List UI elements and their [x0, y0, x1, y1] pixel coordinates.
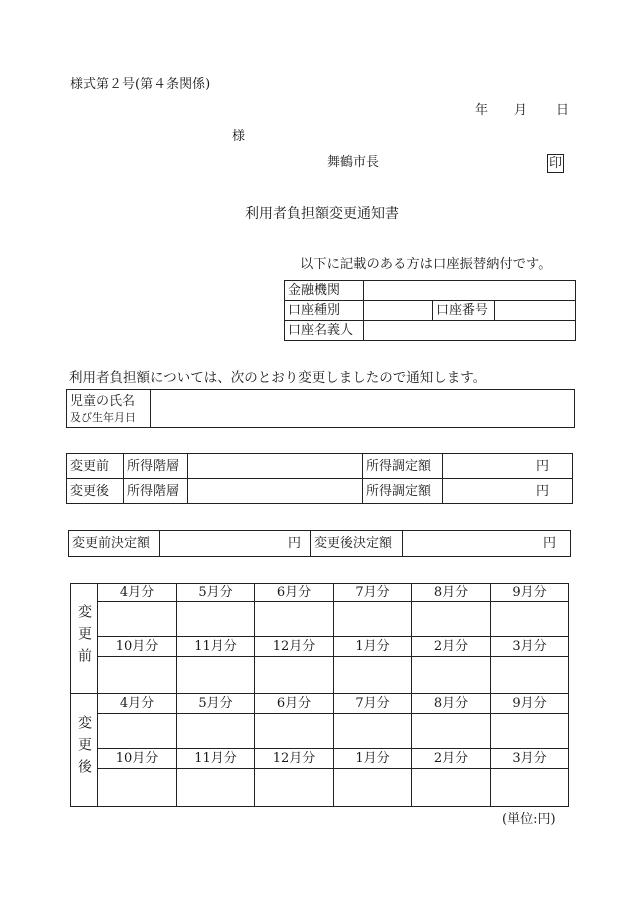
month-value-cell [98, 769, 177, 807]
month-value-cell [491, 602, 569, 637]
income-table [66, 453, 573, 504]
bank-note: 以下に記載のある方は口座振替納付です。 [300, 257, 552, 272]
monthly-before-status-cell [71, 584, 98, 694]
date-month-label: 月 [514, 103, 528, 118]
month-value-cell [491, 769, 569, 807]
income-row-before [67, 454, 573, 479]
bank-row-holder [285, 321, 576, 341]
income-status: 変更後 [67, 479, 124, 504]
institution-label: 金融機関 [285, 281, 364, 301]
account-holder-value [364, 321, 576, 341]
month-label: 12月分 [255, 637, 334, 657]
month-label: 3月分 [491, 749, 569, 769]
monthly-before-value-row-2 [71, 657, 569, 694]
income-row-after [67, 479, 573, 504]
income-amount-unit: 円 [443, 479, 573, 504]
decision-table [68, 530, 571, 557]
child-table [66, 389, 575, 428]
account-number-label: 口座番号 [433, 301, 495, 321]
decision-before-label: 変更前決定額 [69, 531, 160, 557]
month-value-cell [255, 769, 334, 807]
month-label: 8月分 [412, 584, 491, 602]
monthly-after-header-row-2 [71, 749, 569, 769]
month-value-cell [255, 602, 334, 637]
month-label: 4月分 [98, 584, 177, 602]
decision-before-unit: 円 [160, 531, 311, 557]
income-bracket-label: 所得階層 [124, 454, 188, 479]
month-label: 8月分 [412, 694, 491, 714]
bank-account-table [284, 280, 576, 341]
bank-row-account [285, 301, 576, 321]
month-label: 1月分 [334, 637, 412, 657]
date-year-label: 年 [475, 103, 489, 118]
month-value-cell [177, 769, 255, 807]
month-value-cell [98, 602, 177, 637]
child-birthdate-label: 及び生年月日 [70, 410, 136, 424]
decision-after-unit: 円 [403, 531, 571, 557]
income-bracket-value [188, 454, 363, 479]
monthly-after-value-row-1 [71, 714, 569, 749]
month-value-cell [412, 769, 491, 807]
bank-row-institution [285, 281, 576, 301]
month-label: 6月分 [255, 694, 334, 714]
month-value-cell [255, 714, 334, 749]
issuer-name: 舞鶴市長 [327, 155, 380, 170]
unit-note: (単位:円) [502, 812, 556, 827]
month-value-cell [412, 657, 491, 694]
month-label: 12月分 [255, 749, 334, 769]
form-number: 様式第２号(第４条関係) [70, 77, 211, 92]
income-amount-label: 所得調定額 [363, 454, 443, 479]
child-label-cell [67, 390, 151, 428]
income-bracket-label: 所得階層 [124, 479, 188, 504]
monthly-before-header-row-1 [71, 584, 569, 602]
month-value-cell [334, 769, 412, 807]
month-value-cell [177, 602, 255, 637]
month-label: 5月分 [177, 694, 255, 714]
month-value-cell [98, 714, 177, 749]
seal-mark: 印 [548, 156, 562, 171]
month-value-cell [334, 714, 412, 749]
month-label: 2月分 [412, 637, 491, 657]
month-value-cell [491, 714, 569, 749]
month-value-cell [491, 657, 569, 694]
monthly-before-header-row-2 [71, 637, 569, 657]
addressee-suffix: 様 [232, 129, 246, 144]
decision-after-label: 変更後決定額 [311, 531, 403, 557]
month-value-cell [98, 657, 177, 694]
month-label: 10月分 [98, 637, 177, 657]
income-bracket-value [188, 479, 363, 504]
month-value-cell [334, 657, 412, 694]
account-number-value [495, 301, 576, 321]
monthly-before-value-row-1 [71, 602, 569, 637]
monthly-after-value-row-2 [71, 769, 569, 807]
child-value-cell [151, 390, 575, 428]
monthly-after-header-row-1 [71, 694, 569, 714]
monthly-after-status: 変更後 [76, 715, 92, 781]
notice-text: 利用者負担額については、次のとおり変更しましたので通知します。 [69, 370, 487, 386]
decision-row [69, 531, 571, 557]
month-label: 11月分 [177, 637, 255, 657]
income-status: 変更前 [67, 454, 124, 479]
month-label: 2月分 [412, 749, 491, 769]
month-label: 1月分 [334, 749, 412, 769]
account-holder-label: 口座名義人 [285, 321, 364, 341]
monthly-table [70, 583, 569, 807]
month-label: 10月分 [98, 749, 177, 769]
month-label: 11月分 [177, 749, 255, 769]
monthly-after-status-cell [71, 694, 98, 807]
month-value-cell [255, 657, 334, 694]
month-value-cell [177, 714, 255, 749]
month-label: 6月分 [255, 584, 334, 602]
institution-value [364, 281, 576, 301]
child-name-label: 児童の氏名 [70, 393, 136, 409]
document-title: 利用者負担額変更通知書 [245, 206, 399, 222]
month-value-cell [334, 602, 412, 637]
monthly-before-status: 変更前 [76, 603, 92, 670]
month-label: 7月分 [334, 694, 412, 714]
month-label: 9月分 [491, 694, 569, 714]
month-label: 7月分 [334, 584, 412, 602]
date-day-label: 日 [556, 103, 570, 118]
month-value-cell [412, 602, 491, 637]
month-label: 4月分 [98, 694, 177, 714]
month-label: 9月分 [491, 584, 569, 602]
child-row [67, 390, 575, 428]
account-type-label: 口座種別 [285, 301, 364, 321]
account-type-value [364, 301, 433, 321]
month-label: 3月分 [491, 637, 569, 657]
month-value-cell [177, 657, 255, 694]
month-value-cell [412, 714, 491, 749]
month-label: 5月分 [177, 584, 255, 602]
income-amount-unit: 円 [443, 454, 573, 479]
income-amount-label: 所得調定額 [363, 479, 443, 504]
